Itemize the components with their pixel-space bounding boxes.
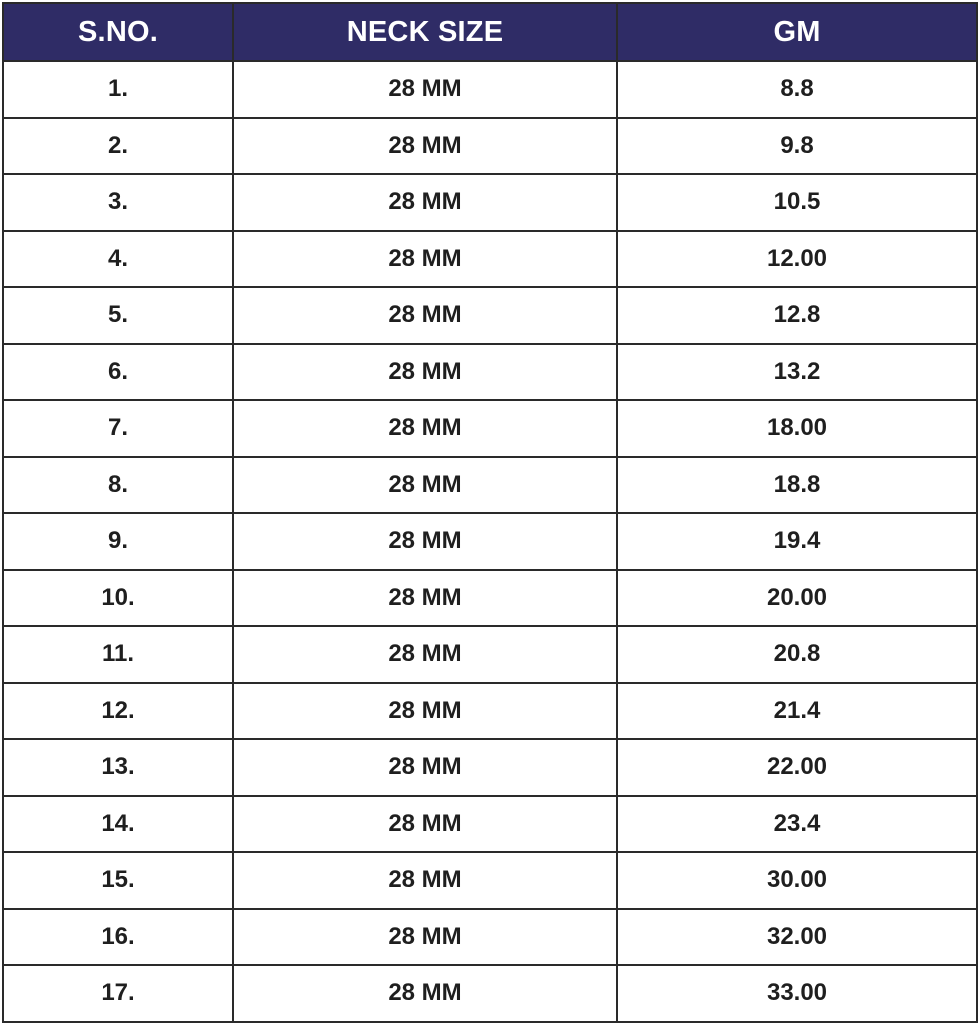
cell-sno: 14. (3, 796, 233, 853)
table-row (3, 570, 977, 627)
cell-neck-size: 28 MM (233, 852, 617, 909)
cell-gm: 20.8 (617, 626, 977, 683)
cell-sno: 3. (3, 174, 233, 231)
cell-gm: 8.8 (617, 61, 977, 118)
cell-sno: 11. (3, 626, 233, 683)
cell-sno: 1. (3, 61, 233, 118)
cell-neck-size: 28 MM (233, 626, 617, 683)
cell-neck-size: 28 MM (233, 513, 617, 570)
cell-sno: 8. (3, 457, 233, 514)
cell-sno: 9. (3, 513, 233, 570)
table-row (3, 231, 977, 288)
cell-neck-size: 28 MM (233, 739, 617, 796)
cell-gm: 21.4 (617, 683, 977, 740)
cell-gm: 18.00 (617, 400, 977, 457)
cell-gm: 33.00 (617, 965, 977, 1022)
cell-gm: 19.4 (617, 513, 977, 570)
table-row (3, 457, 977, 514)
cell-sno: 10. (3, 570, 233, 627)
cell-sno: 13. (3, 739, 233, 796)
cell-neck-size: 28 MM (233, 231, 617, 288)
table-row (3, 513, 977, 570)
table-row (3, 796, 977, 853)
cell-sno: 6. (3, 344, 233, 401)
cell-gm: 20.00 (617, 570, 977, 627)
cell-gm: 30.00 (617, 852, 977, 909)
cell-sno: 17. (3, 965, 233, 1022)
table-row (3, 909, 977, 966)
cell-gm: 9.8 (617, 118, 977, 175)
cell-sno: 5. (3, 287, 233, 344)
cell-neck-size: 28 MM (233, 61, 617, 118)
table-row (3, 626, 977, 683)
cell-neck-size: 28 MM (233, 400, 617, 457)
cell-sno: 16. (3, 909, 233, 966)
cell-neck-size: 28 MM (233, 118, 617, 175)
cell-gm: 10.5 (617, 174, 977, 231)
cell-gm: 23.4 (617, 796, 977, 853)
column-header-sno: S.NO. (3, 3, 233, 61)
cell-sno: 12. (3, 683, 233, 740)
cell-neck-size: 28 MM (233, 287, 617, 344)
cell-gm: 13.2 (617, 344, 977, 401)
cell-gm: 32.00 (617, 909, 977, 966)
table-row (3, 852, 977, 909)
table-row (3, 61, 977, 118)
cell-neck-size: 28 MM (233, 683, 617, 740)
column-header-gm: GM (617, 3, 977, 61)
table-row (3, 400, 977, 457)
table-body (3, 61, 977, 1022)
table-header (3, 3, 977, 61)
cell-neck-size: 28 MM (233, 174, 617, 231)
cell-sno: 7. (3, 400, 233, 457)
table-row (3, 683, 977, 740)
cell-gm: 18.8 (617, 457, 977, 514)
table-row (3, 118, 977, 175)
neck-size-weight-table (2, 2, 978, 1023)
cell-gm: 12.00 (617, 231, 977, 288)
cell-gm: 12.8 (617, 287, 977, 344)
table-row (3, 344, 977, 401)
cell-gm: 22.00 (617, 739, 977, 796)
cell-neck-size: 28 MM (233, 909, 617, 966)
table-row (3, 174, 977, 231)
column-header-neck-size: NECK SIZE (233, 3, 617, 61)
cell-neck-size: 28 MM (233, 344, 617, 401)
cell-neck-size: 28 MM (233, 570, 617, 627)
cell-neck-size: 28 MM (233, 457, 617, 514)
cell-neck-size: 28 MM (233, 965, 617, 1022)
table-row (3, 287, 977, 344)
cell-sno: 15. (3, 852, 233, 909)
cell-sno: 2. (3, 118, 233, 175)
table-row (3, 965, 977, 1022)
header-row (3, 3, 977, 61)
cell-sno: 4. (3, 231, 233, 288)
cell-neck-size: 28 MM (233, 796, 617, 853)
table-row (3, 739, 977, 796)
